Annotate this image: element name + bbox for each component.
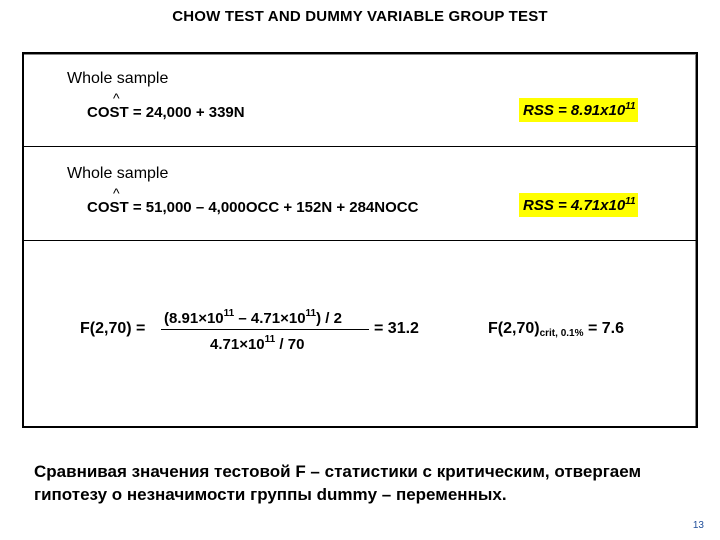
conclusion-text: Сравнивая значения тестовой F – статистики с критическим, отвергаем гипотезу о незначимости группы dummy – переменных. — [34, 462, 642, 504]
section2-equation — [87, 185, 419, 216]
denominator-exp: 11 — [264, 334, 276, 345]
numerator-exp-2: 11 — [305, 308, 317, 319]
numerator-part-b: – 4.71×10 — [234, 310, 306, 327]
f-crit-result: = 7.6 — [587, 320, 624, 337]
f-stat-numerator — [164, 308, 342, 327]
hat-symbol: ^ — [113, 185, 120, 201]
divider-2 — [24, 240, 696, 241]
section2-label: Whole sample — [67, 165, 169, 182]
section1-label: Whole sample — [67, 70, 169, 87]
slide-title: CHOW TEST AND DUMMY VARIABLE GROUP TEST — [172, 8, 548, 25]
section1-rss — [519, 98, 638, 122]
f-stat-result: = 31.2 — [374, 320, 419, 337]
denominator-part-b: / 70 — [275, 336, 305, 353]
hat-symbol: ^ — [113, 90, 120, 106]
numerator-part-c: ) / 2 — [316, 310, 342, 327]
section2-rss — [519, 193, 638, 217]
section1-rhs: = 24,000 + 339N — [132, 104, 245, 121]
f-stat-denominator — [210, 334, 304, 353]
numerator-exp-1: 11 — [223, 308, 235, 319]
divider-1 — [24, 146, 696, 147]
fraction-bar — [161, 329, 369, 330]
section2-rhs: = 51,000 – 4,000OCC + 152N + 284NOCC — [132, 199, 419, 216]
section2-rss-exp: 11 — [625, 196, 636, 207]
numerator-part-a: (8.91×10 — [164, 310, 224, 327]
f-crit-subscript: crit, 0.1% — [539, 328, 584, 339]
section1-rss-text: RSS = 8.91x10 — [523, 102, 626, 119]
f-crit-lhs: F(2,70) — [488, 320, 540, 337]
f-stat-lhs: F(2,70) = — [80, 320, 146, 337]
denominator-part-a: 4.71×10 — [210, 336, 265, 353]
section1-rss-exp: 11 — [625, 101, 636, 112]
f-crit — [488, 320, 624, 339]
section1-equation — [87, 90, 245, 121]
section1-lhs: COST — [87, 104, 129, 121]
section2-rss-text: RSS = 4.71x10 — [523, 197, 626, 214]
regression-panel — [22, 52, 698, 428]
section2-lhs: COST — [87, 199, 129, 216]
page-number: 13 — [692, 520, 704, 531]
